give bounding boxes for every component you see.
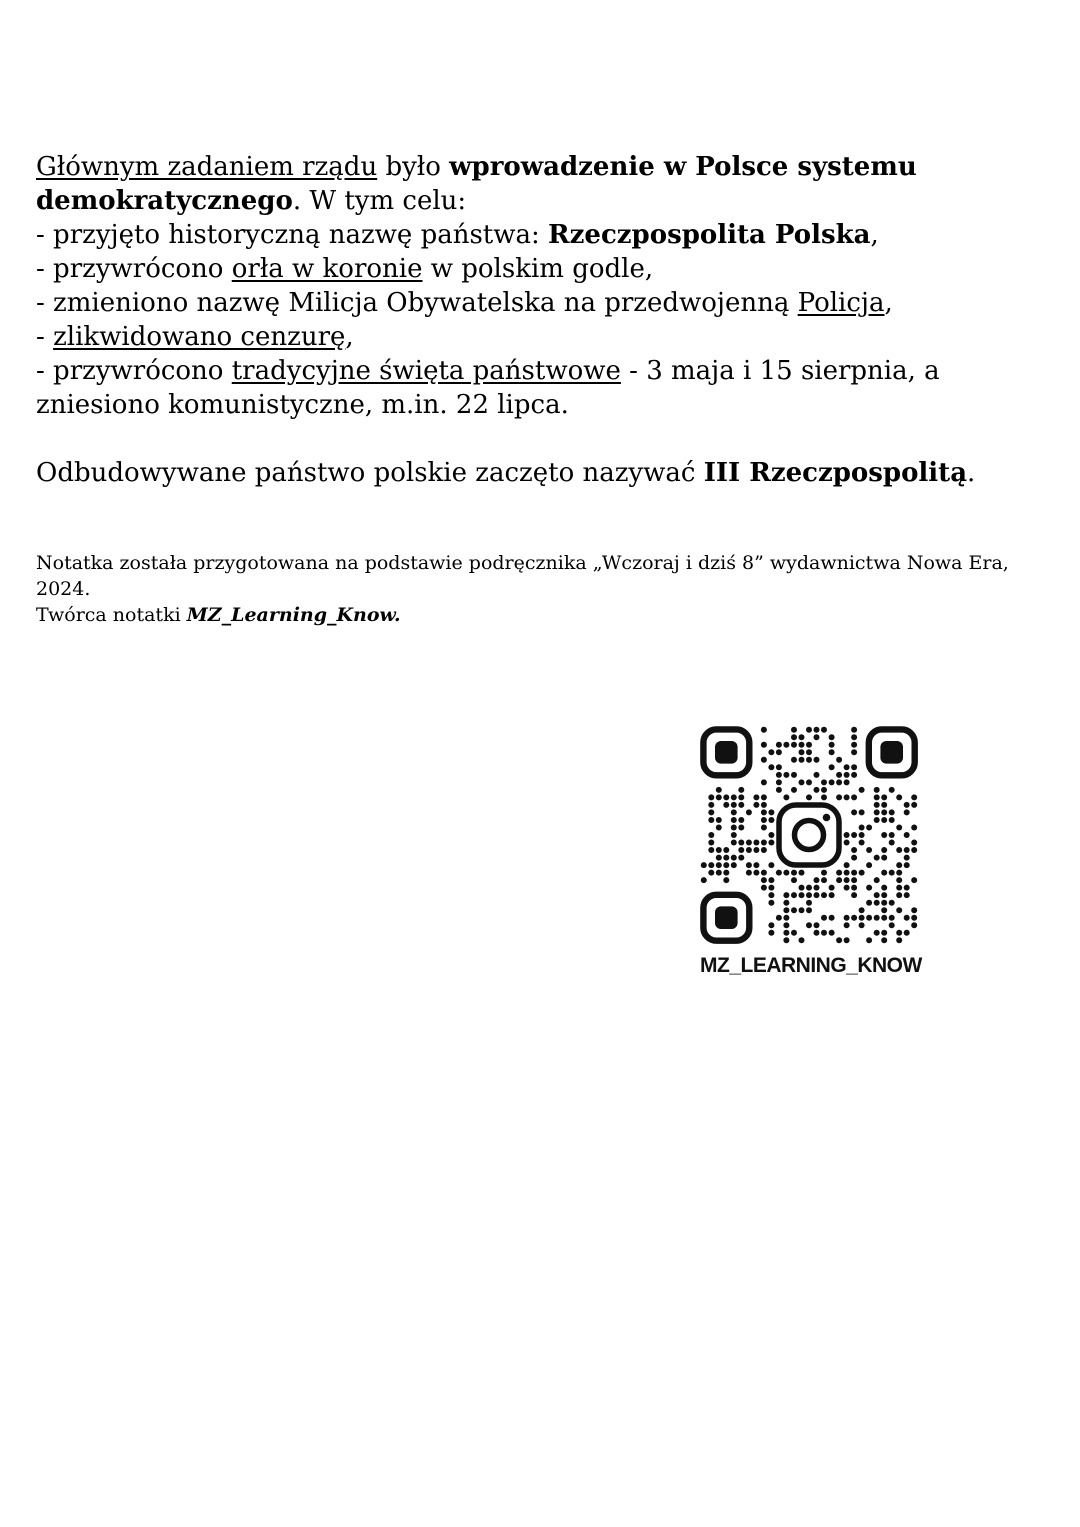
closing-paragraph: Odbudowywane państwo polskie zaczęto nazywać III Rzeczpospolitą. [36,458,976,488]
list-item: - zmieniono nazwę Milicja Obywatelska na przedwojenną Policja, [36,288,893,318]
intro-paragraph: Głównym zadaniem rządu było wprowadzenie w Polsce systemu demokratycznego. W tym celu: [36,152,917,216]
qr-caption: MZ_LEARNING_KNOW [700,954,922,977]
author-note: Twórca notatki MZ_Learning_Know. [36,604,401,626]
document-body [36,150,1042,628]
list-item: - przywrócono orła w koronie w polskim godle, [36,254,654,284]
qr-code [700,726,918,944]
reform-list [36,218,1042,422]
list-item: - przyjęto historyczną nazwę państwa: Rzeczpospolita Polska, [36,220,879,250]
list-item: - przywrócono tradycyjne święta państwowe - 3 maja i 15 sierpnia, a zniesiono komunistyczne, m.in. 22 lipca. [36,356,940,420]
notes-section [36,550,1042,628]
instagram-icon [779,805,839,865]
list-item: - zlikwidowano cenzurę, [36,322,354,352]
qr-block [700,726,922,978]
source-note: Notatka została przygotowana na podstawie podręcznika „Wczoraj i dziś 8” wydawnictwa Nowa Era, 2024. [36,552,1009,600]
